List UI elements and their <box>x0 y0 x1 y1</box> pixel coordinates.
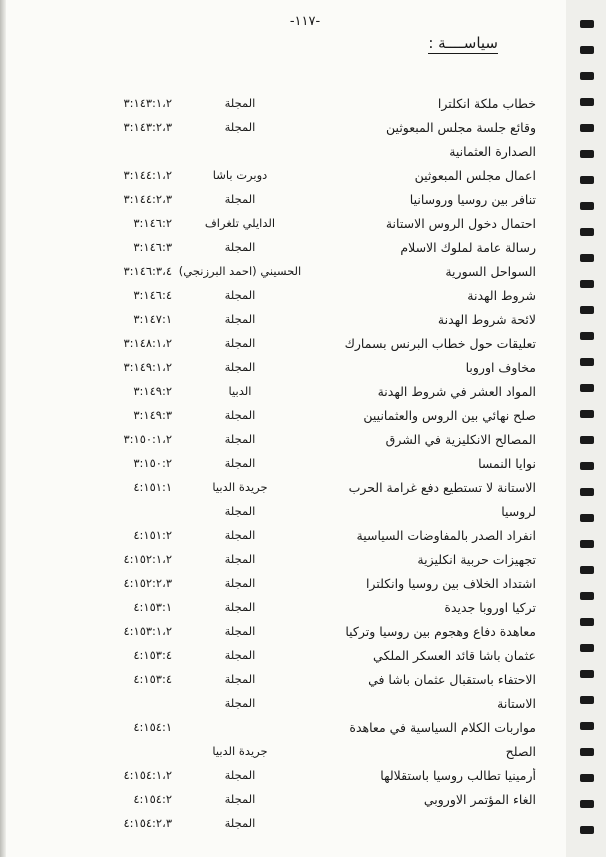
entry-source: المجلة <box>224 504 256 518</box>
index-entry <box>0 360 606 380</box>
entry-topic: الصلح <box>505 744 536 759</box>
entry-topic: مخاوف اوروبا <box>465 360 536 375</box>
entry-source: المجلة <box>224 456 256 470</box>
entry-source: المجلة <box>224 120 256 134</box>
entry-source: المجلة <box>224 96 256 110</box>
index-entry <box>0 600 606 620</box>
entry-topic: أرمينيا تطالب روسيا باستقلالها <box>380 768 536 783</box>
index-entry <box>0 672 606 692</box>
entry-source: المجلة <box>224 696 256 710</box>
entry-reference: ٣:١٤٩:١،٢ <box>123 360 172 374</box>
index-entry <box>0 816 606 836</box>
binder-hole <box>580 46 594 54</box>
entry-topic: السواحل السورية <box>445 264 536 279</box>
entry-reference: ٣:١٤٤:١،٢ <box>123 168 172 182</box>
entry-topic: الاستانة لا تستطيع دفع غرامة الحرب <box>348 480 536 495</box>
index-entry <box>0 336 606 356</box>
index-entry <box>0 792 606 812</box>
entry-topic: اعمال مجلس المبعوثين <box>414 168 536 183</box>
entry-source: المجلة <box>224 360 256 374</box>
entry-topic: اشتداد الخلاف بين روسيا وانكلترا <box>365 576 536 591</box>
entry-reference: ٣:١٤٩:٣ <box>133 408 172 422</box>
index-entry <box>0 528 606 548</box>
entry-source: المجلة <box>224 624 256 638</box>
entry-reference: ٤:١٥٢:١،٢ <box>123 552 172 566</box>
entry-reference: ٣:١٥٠:١،٢ <box>123 432 172 446</box>
entry-source: المجلة <box>224 432 256 446</box>
entry-topic: تركيا اوروبا جديدة <box>444 600 536 615</box>
entry-reference: ٣:١٤٧:١ <box>133 312 172 326</box>
entry-topic: صلح نهائي بين الروس والعثمانيين <box>363 408 536 423</box>
entry-topic: نوايا النمسا <box>478 456 536 471</box>
entry-topic: احتمال دخول الروس الاستانة <box>385 216 536 231</box>
entry-topic: المواد العشر في شروط الهدنة <box>377 384 536 399</box>
entry-source: المجلة <box>224 192 256 206</box>
entry-reference: ٣:١٤٩:٢ <box>133 384 172 398</box>
index-entry <box>0 432 606 452</box>
entry-topic: خطاب ملكة انكلترا <box>437 96 536 111</box>
index-entry <box>0 480 606 500</box>
entry-reference: ٣:١٤٨:١،٢ <box>123 336 172 350</box>
entry-reference: ٣:١٥٠:٢ <box>133 456 172 470</box>
entry-topic: رسالة عامة لملوك الاسلام <box>400 240 536 255</box>
entry-source: المجلة <box>224 552 256 566</box>
entry-reference: ٤:١٥٣:١،٢ <box>123 624 172 638</box>
entry-topic: تعليقات حول خطاب البرنس بسمارك <box>344 336 536 351</box>
entry-source: المجلة <box>224 312 256 326</box>
entry-reference: ٤:١٥٢:٢،٣ <box>123 576 172 590</box>
entry-topic: الاحتفاء باستقبال عثمان باشا في <box>368 672 536 687</box>
entry-reference: ٣:١٤٣:٢،٣ <box>123 120 172 134</box>
entry-source: المجلة <box>224 576 256 590</box>
entry-topic: الاستانة <box>497 696 536 711</box>
index-entry <box>0 720 606 740</box>
index-entry <box>0 408 606 428</box>
index-entry <box>0 312 606 332</box>
entry-source: جريدة الدبيا <box>212 744 268 758</box>
entry-topic: المصالح الانكليزية في الشرق <box>385 432 536 447</box>
entry-topic: عثمان باشا قائد العسكر الملكي <box>373 648 536 663</box>
entry-reference: ٤:١٥٣:١ <box>133 600 172 614</box>
entry-reference: ٤:١٥٤:١،٢ <box>123 768 172 782</box>
index-entry <box>0 96 606 116</box>
entry-source: المجلة <box>224 768 256 782</box>
entry-source: الدايلي تلغراف <box>204 216 276 230</box>
index-entry <box>0 696 606 716</box>
entry-topic: انفراد الصدر بالمفاوضات السياسية <box>356 528 536 543</box>
entry-topic: تنافر بين روسيا وروسانيا <box>409 192 536 207</box>
entry-reference: ٤:١٥٤:١ <box>133 720 172 734</box>
entry-topic: لروسيا <box>501 504 536 519</box>
entry-reference: ٣:١٤٦:٣،٤ <box>123 264 172 278</box>
entry-topic: لائحة شروط الهدنة <box>437 312 536 327</box>
index-entry <box>0 624 606 644</box>
entry-source: المجلة <box>224 288 256 302</box>
entry-topic: شروط الهدنة <box>467 288 536 303</box>
entry-source: المجلة <box>224 336 256 350</box>
entry-reference: ٤:١٥٣:٤ <box>133 672 172 686</box>
entry-reference: ٣:١٤٦:٢ <box>133 216 172 230</box>
entry-source: المجلة <box>224 528 256 542</box>
entry-reference: ٣:١٤٦:٤ <box>133 288 172 302</box>
index-entry <box>0 144 606 164</box>
index-entry <box>0 288 606 308</box>
entry-reference: ٣:١٤٦:٣ <box>133 240 172 254</box>
entry-topic: الغاء المؤتمر الاوروبي <box>423 792 536 807</box>
entry-topic: معاهدة دفاع وهجوم بين روسيا وتركيا <box>345 624 536 639</box>
entry-source: دوبرت باشا <box>212 168 268 182</box>
entry-source: الحسيني (احمد البرزنجي) <box>178 264 302 278</box>
entry-source: جريدة الدبيا <box>212 480 268 494</box>
index-entry <box>0 120 606 140</box>
entry-reference: ٤:١٥٤:٢ <box>133 792 172 806</box>
index-entry <box>0 744 606 764</box>
entry-reference: ٣:١٤٣:١،٢ <box>123 96 172 110</box>
index-entry <box>0 552 606 572</box>
entry-topic: الصدارة العثمانية <box>449 144 536 159</box>
index-entry <box>0 576 606 596</box>
entry-source: المجلة <box>224 408 256 422</box>
entry-source: المجلة <box>224 600 256 614</box>
entry-source: الدبيا <box>228 384 252 398</box>
entry-source: المجلة <box>224 648 256 662</box>
page-number: -١١٧- <box>289 14 321 29</box>
index-entry <box>0 216 606 236</box>
index-entry <box>0 192 606 212</box>
entry-topic: مواربات الكلام السياسية في معاهدة <box>349 720 536 735</box>
entry-reference: ٣:١٤٤:٢،٣ <box>123 192 172 206</box>
entry-source: المجلة <box>224 816 256 830</box>
index-entry <box>0 504 606 524</box>
index-entry <box>0 384 606 404</box>
entry-topic: تجهيزات حربية انكليزية <box>417 552 536 567</box>
index-entry <box>0 456 606 476</box>
entry-reference: ٤:١٥١:١ <box>133 480 172 494</box>
entry-reference: ٤:١٥١:٢ <box>133 528 172 542</box>
binder-hole <box>580 20 594 28</box>
index-entry <box>0 168 606 188</box>
index-entry <box>0 768 606 788</box>
entry-topic: وقائع جلسة مجلس المبعوثين <box>386 120 536 135</box>
index-entry <box>0 264 606 284</box>
section-title: سياســــة : <box>428 34 498 52</box>
entry-source: المجلة <box>224 792 256 806</box>
entry-source: المجلة <box>224 240 256 254</box>
entry-reference: ٤:١٥٣:٤ <box>133 648 172 662</box>
index-entry <box>0 240 606 260</box>
binder-hole <box>580 72 594 80</box>
index-entry <box>0 648 606 668</box>
entry-source: المجلة <box>224 672 256 686</box>
entry-reference: ٤:١٥٤:٢،٣ <box>123 816 172 830</box>
